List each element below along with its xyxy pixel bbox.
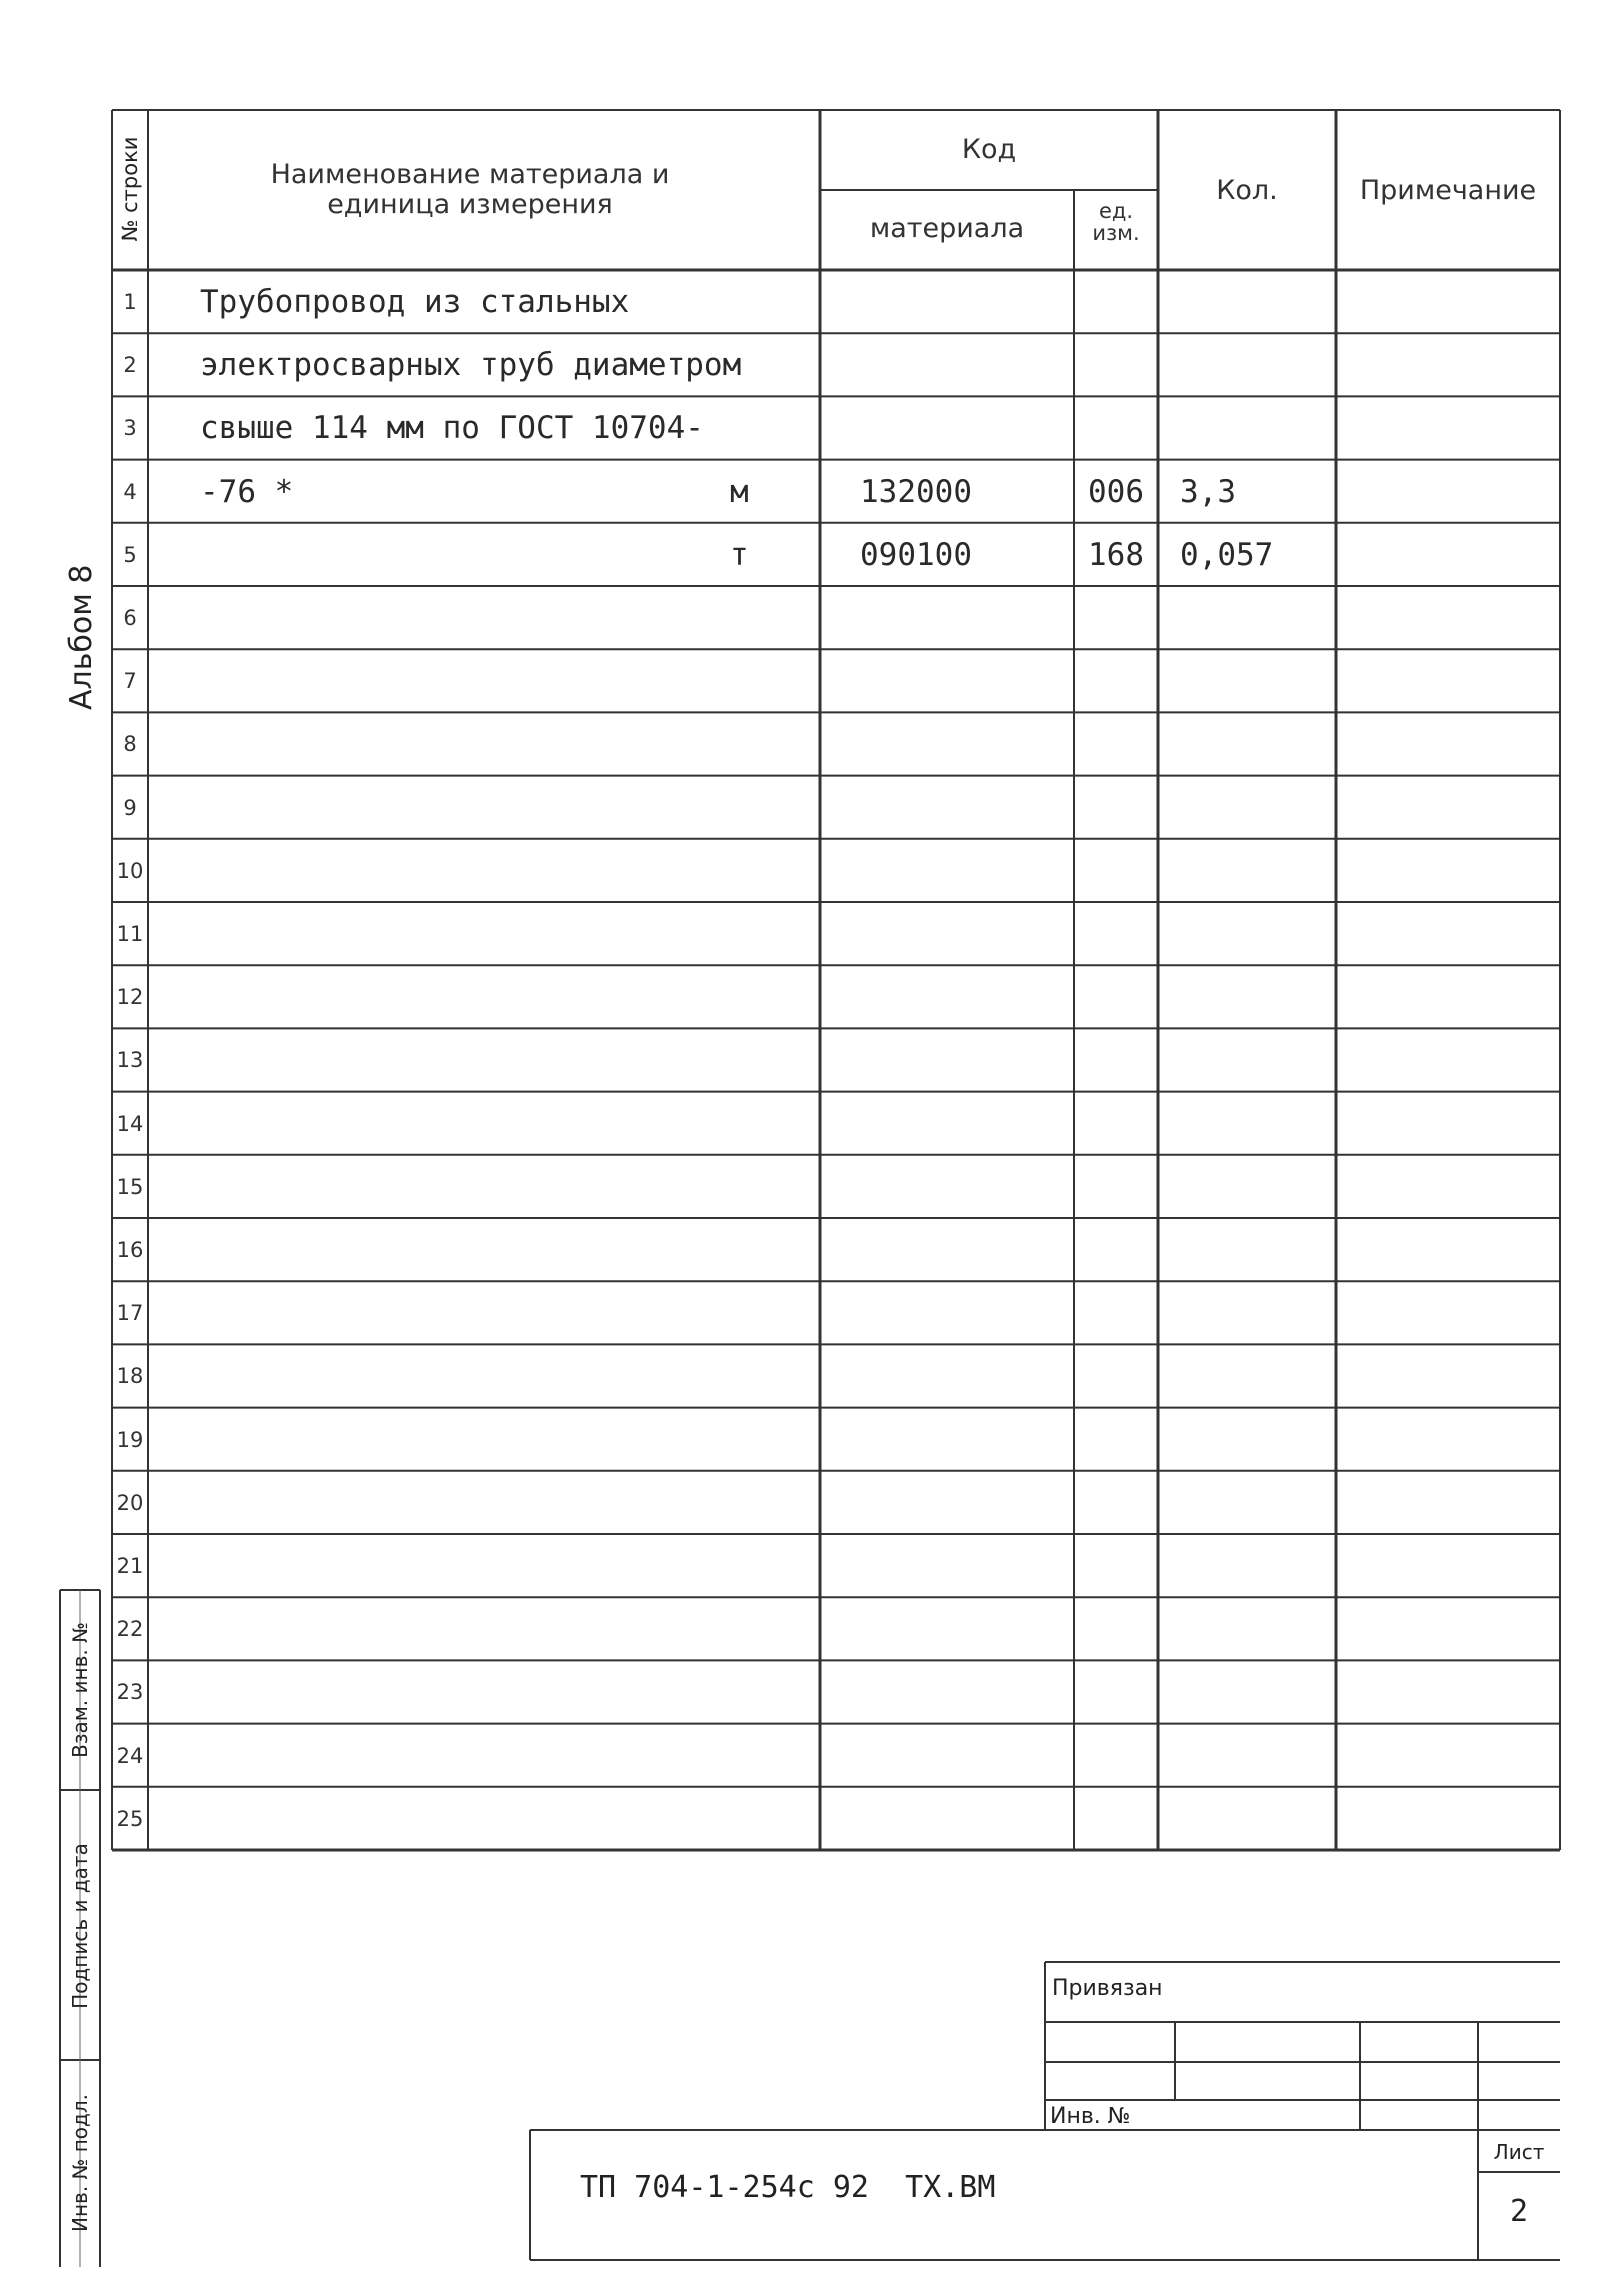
table-row xyxy=(0,1092,1606,1155)
header-material-name: Наименование материала и единица измерения xyxy=(270,159,670,220)
row-number: 24 xyxy=(116,1743,144,1768)
table-row xyxy=(0,1344,1606,1407)
row-material-name: Трубопровод из стальных xyxy=(200,284,630,320)
row-number: 22 xyxy=(116,1617,144,1642)
row-unit: т xyxy=(730,536,749,573)
side-podpis-data: Подпись и дата xyxy=(68,1843,92,2009)
row-number: 10 xyxy=(116,858,144,883)
table-row xyxy=(0,1408,1606,1471)
table-row xyxy=(0,1028,1606,1091)
row-number: 7 xyxy=(123,669,137,694)
table-row xyxy=(0,1155,1606,1218)
header-code: Код xyxy=(961,134,1017,165)
row-number: 1 xyxy=(123,290,137,314)
table-row xyxy=(0,712,1606,775)
row-material-name: -76 * xyxy=(200,473,294,510)
row-number: 5 xyxy=(123,542,137,567)
row-number: 17 xyxy=(116,1301,144,1326)
table-row xyxy=(0,1660,1606,1723)
header-note: Примечание xyxy=(1359,175,1537,206)
side-inv-podl: Инв. № подл. xyxy=(68,2094,92,2232)
table-row xyxy=(0,839,1606,902)
row-number: 23 xyxy=(116,1680,144,1705)
row-number: 8 xyxy=(123,732,137,757)
row-number: 6 xyxy=(123,606,137,630)
stamp-privyazan: Привязан xyxy=(1052,1976,1163,2001)
row-quantity: 3,3 xyxy=(1180,473,1236,510)
row-number: 2 xyxy=(123,353,137,378)
table-row xyxy=(0,1597,1606,1660)
album-label: Альбом 8 xyxy=(64,564,99,710)
row-number: 3 xyxy=(123,416,137,441)
row-number: 9 xyxy=(123,795,137,820)
row-number: 11 xyxy=(116,922,144,946)
row-number: 4 xyxy=(123,479,137,504)
table-row xyxy=(0,460,1606,523)
table-row xyxy=(0,1281,1606,1344)
table-row xyxy=(0,1724,1606,1787)
stamp-inv-no: Инв. № xyxy=(1050,2104,1131,2129)
row-unit: м xyxy=(730,473,749,510)
row-quantity: 0,057 xyxy=(1180,536,1274,573)
row-number: 19 xyxy=(116,1427,144,1452)
document-code: ТП 704-1-254с 92 ТХ.ВМ xyxy=(580,2170,996,2205)
row-number: 12 xyxy=(116,985,144,1010)
row-material-code: 132000 xyxy=(860,473,972,510)
table-row xyxy=(0,1218,1606,1281)
header-code-material: материала xyxy=(869,213,1025,244)
table-row xyxy=(0,965,1606,1028)
row-number: 18 xyxy=(116,1364,144,1389)
table-row xyxy=(0,776,1606,839)
row-unit-code: 006 xyxy=(1088,473,1144,510)
row-number: 20 xyxy=(116,1490,144,1515)
row-number: 25 xyxy=(116,1806,144,1831)
sheet-number: 2 xyxy=(1509,2194,1529,2229)
row-number: 13 xyxy=(116,1048,144,1073)
side-vzam-inv: Взам. инв. № xyxy=(68,1622,92,1758)
table-row xyxy=(0,649,1606,712)
row-number: 21 xyxy=(116,1554,144,1578)
header-row-number: № строки xyxy=(118,136,142,242)
table-row xyxy=(0,333,1606,396)
row-number: 16 xyxy=(116,1238,144,1262)
row-material-name: электросварных труб диаметром xyxy=(200,347,742,384)
row-number: 15 xyxy=(116,1174,144,1199)
row-unit-code: 168 xyxy=(1088,536,1144,573)
header-quantity: Кол. xyxy=(1216,175,1278,206)
table-row xyxy=(0,1787,1606,1850)
table-row xyxy=(0,586,1606,649)
table-row xyxy=(0,523,1606,586)
sheet-label: Лист xyxy=(1493,2140,1545,2164)
row-material-code: 090100 xyxy=(860,536,972,573)
table-row xyxy=(0,396,1606,459)
table-row xyxy=(0,1534,1606,1597)
header-code-unit: ед. изм. xyxy=(1092,199,1140,245)
row-material-name: свыше 114 мм по ГОСТ 10704- xyxy=(200,410,704,447)
table-row xyxy=(0,270,1606,333)
table-row xyxy=(0,902,1606,965)
row-number: 14 xyxy=(116,1111,144,1136)
table-row xyxy=(0,1471,1606,1534)
